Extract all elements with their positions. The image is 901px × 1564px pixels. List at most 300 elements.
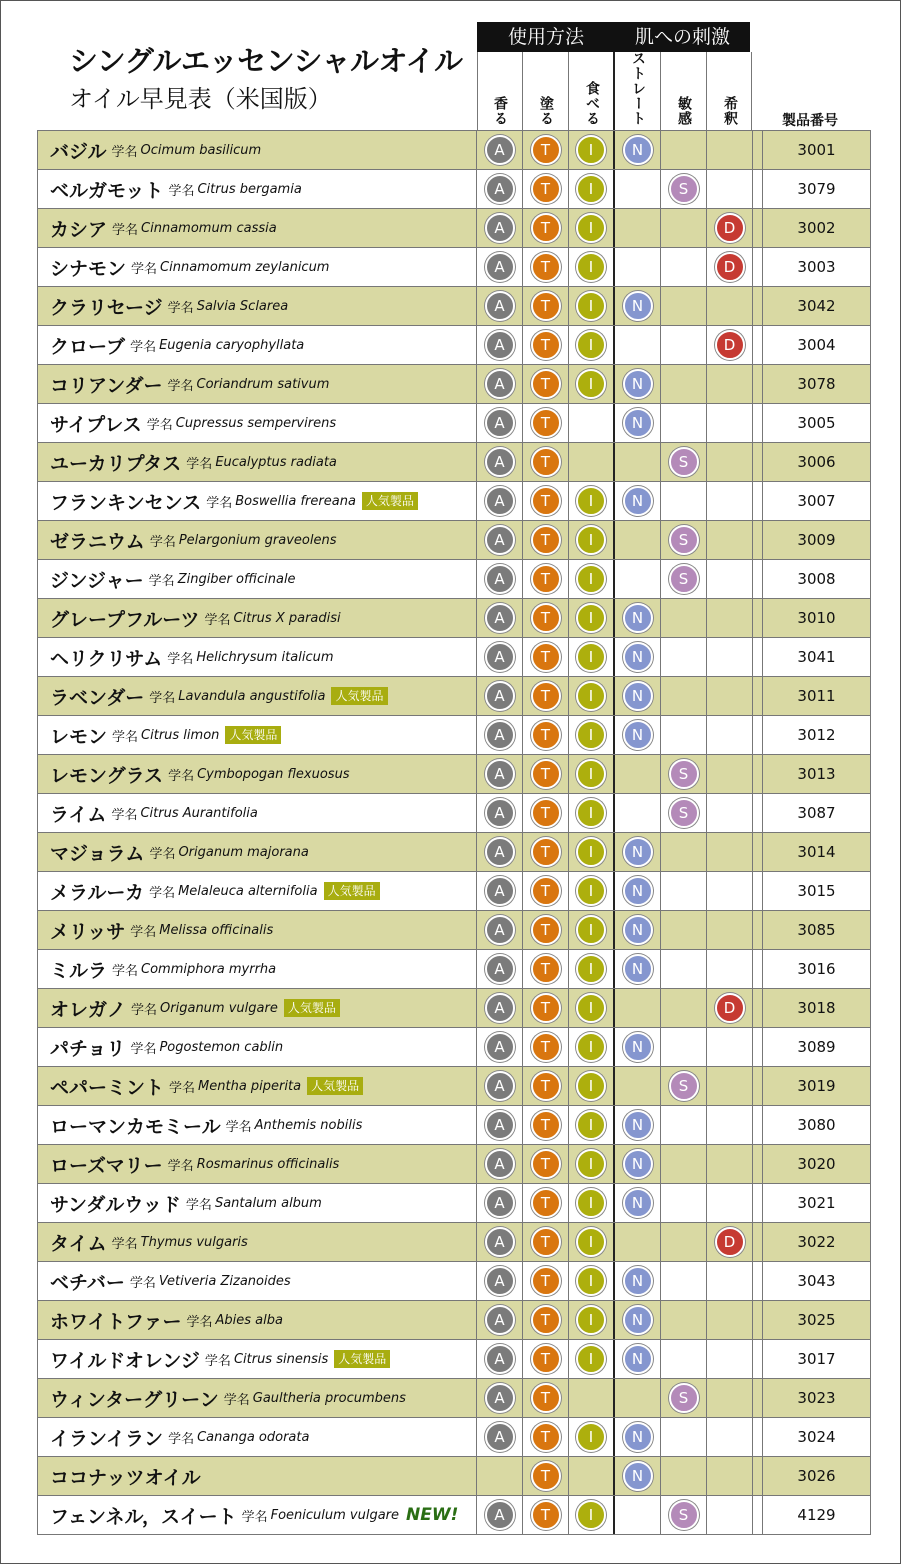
scientific-name: Cinnamomum zeylanicum xyxy=(160,259,330,275)
oil-name-cell xyxy=(37,1496,477,1534)
oil-name: フェンネル，スイート xyxy=(50,1505,237,1528)
internal-badge-icon: I xyxy=(576,213,606,243)
oil-name: ゼラニウム xyxy=(50,530,145,553)
oil-name-cell xyxy=(37,1184,477,1222)
oil-name: ジンジャー xyxy=(50,569,144,592)
scientific-name-prefix: 学名 xyxy=(112,963,139,979)
scientific-name-prefix: 学名 xyxy=(169,1080,196,1096)
product-number: 3041 xyxy=(762,638,871,676)
sensitive-cell xyxy=(661,716,707,754)
internal-cell xyxy=(569,716,615,754)
topical-badge-icon: T xyxy=(531,213,561,243)
internal-badge-icon: I xyxy=(576,681,606,711)
sensitive-cell xyxy=(661,326,707,364)
neat-cell xyxy=(615,755,661,793)
dilute-cell xyxy=(707,443,753,481)
sensitive-cell xyxy=(661,1028,707,1066)
sensitive-cell xyxy=(661,131,707,169)
aroma-cell xyxy=(477,1145,523,1183)
sensitive-cell xyxy=(661,170,707,208)
product-number: 3078 xyxy=(762,365,871,403)
neat-badge-icon: N xyxy=(623,1266,653,1296)
internal-badge-icon: I xyxy=(576,1110,606,1140)
scientific-name: Foeniculum vulgare xyxy=(270,1507,400,1523)
product-number: 3085 xyxy=(762,911,871,949)
aroma-cell xyxy=(477,794,523,832)
oil-name-cell xyxy=(37,482,477,520)
product-number: 3080 xyxy=(762,1106,871,1144)
product-number: 3087 xyxy=(762,794,871,832)
scientific-name: Pelargonium graveolens xyxy=(178,532,337,548)
popular-badge: 人気製品 xyxy=(307,1077,363,1095)
neat-badge-icon: N xyxy=(623,837,653,867)
table-row xyxy=(37,950,871,989)
internal-cell xyxy=(569,170,615,208)
internal-badge-icon: I xyxy=(576,564,606,594)
popular-badge: 人気製品 xyxy=(225,726,281,744)
product-number: 3004 xyxy=(762,326,871,364)
topical-cell xyxy=(523,1262,569,1300)
neat-badge-icon: N xyxy=(623,1422,653,1452)
neat-cell xyxy=(615,404,661,442)
sensitive-cell xyxy=(661,599,707,637)
dilute-cell xyxy=(707,131,753,169)
internal-cell xyxy=(569,755,615,793)
scientific-name-prefix: 学名 xyxy=(204,1353,231,1369)
internal-badge-icon: I xyxy=(576,1266,606,1296)
aroma-badge-icon: A xyxy=(485,252,515,282)
scientific-name: Coriandrum sativum xyxy=(196,376,330,392)
scientific-name-prefix: 学名 xyxy=(130,339,157,355)
neat-cell xyxy=(615,794,661,832)
neat-cell xyxy=(615,911,661,949)
neat-badge-icon: N xyxy=(623,720,653,750)
header-divider xyxy=(568,52,569,130)
oil-name-cell xyxy=(37,599,477,637)
aroma-cell xyxy=(477,443,523,481)
topical-cell xyxy=(523,209,569,247)
aroma-cell xyxy=(477,833,523,871)
neat-cell xyxy=(615,365,661,403)
sensitive-cell xyxy=(661,677,707,715)
oil-name-cell xyxy=(37,989,477,1027)
scientific-name: Eugenia caryophyllata xyxy=(159,337,305,353)
neat-cell xyxy=(615,677,661,715)
product-number: 3012 xyxy=(762,716,871,754)
topical-cell xyxy=(523,131,569,169)
internal-cell xyxy=(569,1301,615,1339)
oil-name: ワイルドオレンジ xyxy=(50,1349,200,1372)
product-number: 3022 xyxy=(762,1223,871,1261)
aroma-cell xyxy=(477,404,523,442)
group-header-skin: 肌への刺激 xyxy=(615,22,750,52)
product-number: 3014 xyxy=(762,833,871,871)
oil-name: グレープフルーツ xyxy=(50,608,200,631)
neat-cell xyxy=(615,1223,661,1261)
sensitive-badge-icon: S xyxy=(669,174,699,204)
oil-name-cell xyxy=(37,1457,477,1495)
aroma-badge-icon: A xyxy=(485,1305,515,1335)
oil-name: クローブ xyxy=(50,335,126,358)
scientific-name: Citrus Aurantifolia xyxy=(140,805,258,821)
internal-cell xyxy=(569,677,615,715)
aroma-badge-icon: A xyxy=(485,603,515,633)
internal-cell xyxy=(569,599,615,637)
dilute-cell xyxy=(707,1301,753,1339)
topical-cell xyxy=(523,1457,569,1495)
dilute-cell xyxy=(707,560,753,598)
table-row xyxy=(37,638,871,677)
internal-cell xyxy=(569,1106,615,1144)
table-row xyxy=(37,326,871,365)
dilute-cell xyxy=(707,1067,753,1105)
column-gap xyxy=(753,287,762,325)
topical-cell xyxy=(523,1223,569,1261)
sensitive-cell xyxy=(661,989,707,1027)
sensitive-cell xyxy=(661,1379,707,1417)
column-header-internal: 食べる xyxy=(584,81,600,126)
table-row xyxy=(37,833,871,872)
dilute-cell xyxy=(707,1028,753,1066)
column-header-aroma: 香る xyxy=(492,96,508,126)
topical-badge-icon: T xyxy=(531,564,561,594)
oil-name-cell xyxy=(37,1223,477,1261)
aroma-badge-icon: A xyxy=(485,1188,515,1218)
dilute-cell xyxy=(707,794,753,832)
scientific-name-prefix: 学名 xyxy=(168,768,195,784)
aroma-cell xyxy=(477,365,523,403)
internal-badge-icon: I xyxy=(576,1032,606,1062)
aroma-badge-icon: A xyxy=(485,135,515,165)
aroma-cell xyxy=(477,989,523,1027)
sensitive-cell xyxy=(661,1496,707,1534)
oil-name: ウィンターグリーン xyxy=(50,1388,219,1411)
topical-badge-icon: T xyxy=(531,837,561,867)
topical-badge-icon: T xyxy=(531,1149,561,1179)
oil-name-cell xyxy=(37,170,477,208)
topical-cell xyxy=(523,794,569,832)
topical-badge-icon: T xyxy=(531,486,561,516)
column-gap xyxy=(753,443,762,481)
topical-badge-icon: T xyxy=(531,369,561,399)
neat-cell xyxy=(615,482,661,520)
scientific-name: Commiphora myrrha xyxy=(141,961,277,977)
internal-cell xyxy=(569,872,615,910)
table-row xyxy=(37,872,871,911)
aroma-badge-icon: A xyxy=(485,954,515,984)
oil-name: ココナッツオイル xyxy=(50,1466,201,1489)
scientific-name: Melissa officinalis xyxy=(159,922,274,938)
aroma-cell xyxy=(477,326,523,364)
column-header-dilute: 希釈 xyxy=(722,96,738,126)
internal-cell xyxy=(569,443,615,481)
oil-name: タイム xyxy=(50,1232,107,1255)
aroma-cell xyxy=(477,287,523,325)
scientific-name-prefix: 学名 xyxy=(167,651,194,667)
oil-name-cell xyxy=(37,755,477,793)
scientific-name: Gaultheria procumbens xyxy=(252,1390,406,1406)
table-row xyxy=(37,482,871,521)
oil-name: レモングラス xyxy=(50,764,164,787)
header-divider xyxy=(522,52,523,130)
scientific-name: Thymus vulgaris xyxy=(140,1234,248,1250)
column-gap xyxy=(753,833,762,871)
aroma-badge-icon: A xyxy=(485,213,515,243)
dilute-cell xyxy=(707,1457,753,1495)
neat-cell xyxy=(615,287,661,325)
neat-badge-icon: N xyxy=(623,135,653,165)
column-gap xyxy=(753,365,762,403)
table-row xyxy=(37,677,871,716)
oil-name: ヘリクリサム xyxy=(50,647,163,670)
sensitive-cell xyxy=(661,1184,707,1222)
oil-name: ユーカリプタス xyxy=(50,452,182,475)
aroma-cell xyxy=(477,131,523,169)
sensitive-badge-icon: S xyxy=(669,1071,699,1101)
oil-name: ベチバー xyxy=(50,1271,125,1294)
aroma-badge-icon: A xyxy=(485,876,515,906)
scientific-name-prefix: 学名 xyxy=(149,885,176,901)
topical-cell xyxy=(523,911,569,949)
topical-cell xyxy=(523,521,569,559)
topical-badge-icon: T xyxy=(531,1461,561,1491)
scientific-name-prefix: 学名 xyxy=(130,1041,157,1057)
neat-cell xyxy=(615,1184,661,1222)
aroma-badge-icon: A xyxy=(485,1149,515,1179)
neat-badge-icon: N xyxy=(623,603,653,633)
neat-badge-icon: N xyxy=(623,486,653,516)
sensitive-cell xyxy=(661,950,707,988)
topical-badge-icon: T xyxy=(531,1266,561,1296)
dilute-badge-icon: D xyxy=(715,993,745,1023)
neat-badge-icon: N xyxy=(623,876,653,906)
scientific-name: Ocimum basilicum xyxy=(140,142,262,158)
internal-cell xyxy=(569,638,615,676)
oil-name: クラリセージ xyxy=(50,296,163,319)
oil-name: フランキンセンス xyxy=(50,491,202,514)
scientific-name-prefix: 学名 xyxy=(111,807,138,823)
dilute-badge-icon: D xyxy=(715,213,745,243)
table-row xyxy=(37,248,871,287)
column-header-sensitive: 敏感 xyxy=(676,96,692,126)
dilute-cell xyxy=(707,833,753,871)
product-number: 3011 xyxy=(762,677,871,715)
topical-badge-icon: T xyxy=(531,1305,561,1335)
internal-cell xyxy=(569,1379,615,1417)
oil-name: カシア xyxy=(50,218,108,241)
sensitive-cell xyxy=(661,755,707,793)
column-gap xyxy=(753,911,762,949)
neat-cell xyxy=(615,521,661,559)
sensitive-badge-icon: S xyxy=(669,759,699,789)
product-number: 3079 xyxy=(762,170,871,208)
aroma-cell xyxy=(477,560,523,598)
column-gap xyxy=(753,1340,762,1378)
topical-cell xyxy=(523,365,569,403)
aroma-badge-icon: A xyxy=(485,525,515,555)
topical-badge-icon: T xyxy=(531,447,561,477)
oil-name-cell xyxy=(37,131,477,169)
product-number: 3023 xyxy=(762,1379,871,1417)
scientific-name-prefix: 学名 xyxy=(168,1431,195,1447)
aroma-cell xyxy=(477,1301,523,1339)
topical-cell xyxy=(523,950,569,988)
aroma-badge-icon: A xyxy=(485,1344,515,1374)
scientific-name-prefix: 学名 xyxy=(186,1314,213,1330)
topical-cell xyxy=(523,1106,569,1144)
product-number: 3020 xyxy=(762,1145,871,1183)
oil-name-cell xyxy=(37,950,477,988)
sensitive-cell xyxy=(661,1262,707,1300)
internal-badge-icon: I xyxy=(576,330,606,360)
dilute-cell xyxy=(707,326,753,364)
dilute-cell xyxy=(707,1262,753,1300)
internal-cell xyxy=(569,1028,615,1066)
neat-cell xyxy=(615,1028,661,1066)
internal-badge-icon: I xyxy=(576,174,606,204)
neat-cell xyxy=(615,1301,661,1339)
dilute-cell xyxy=(707,482,753,520)
oil-name: サイプレス xyxy=(50,413,142,436)
aroma-badge-icon: A xyxy=(485,798,515,828)
aroma-cell xyxy=(477,872,523,910)
topical-cell xyxy=(523,638,569,676)
column-gap xyxy=(753,1145,762,1183)
sensitive-cell xyxy=(661,872,707,910)
oil-name: サンダルウッド xyxy=(50,1193,181,1216)
scientific-name: Helichrysum italicum xyxy=(196,649,334,665)
scientific-name: Anthemis nobilis xyxy=(254,1117,363,1133)
column-gap xyxy=(753,989,762,1027)
aroma-cell xyxy=(477,755,523,793)
table-row xyxy=(37,599,871,638)
neat-badge-icon: N xyxy=(623,1188,653,1218)
column-gap xyxy=(753,794,762,832)
sensitive-cell xyxy=(661,1106,707,1144)
product-number: 3042 xyxy=(762,287,871,325)
neat-cell xyxy=(615,599,661,637)
dilute-badge-icon: D xyxy=(715,252,745,282)
topical-cell xyxy=(523,1067,569,1105)
dilute-cell xyxy=(707,1184,753,1222)
neat-cell xyxy=(615,131,661,169)
scientific-name: Origanum majorana xyxy=(178,844,309,860)
internal-badge-icon: I xyxy=(576,1305,606,1335)
internal-cell xyxy=(569,1067,615,1105)
scientific-name: Pogostemon cablin xyxy=(159,1039,284,1055)
column-gap xyxy=(753,1067,762,1105)
table-row xyxy=(37,170,871,209)
aroma-cell xyxy=(477,1457,523,1495)
dilute-cell xyxy=(707,365,753,403)
neat-badge-icon: N xyxy=(623,1110,653,1140)
header-divider xyxy=(613,52,615,130)
sensitive-cell xyxy=(661,521,707,559)
internal-badge-icon: I xyxy=(576,1149,606,1179)
product-number: 3015 xyxy=(762,872,871,910)
oil-name-cell xyxy=(37,1301,477,1339)
neat-cell xyxy=(615,1262,661,1300)
neat-badge-icon: N xyxy=(623,1032,653,1062)
aroma-badge-icon: A xyxy=(485,1071,515,1101)
scientific-name-prefix: 学名 xyxy=(131,1002,158,1018)
internal-badge-icon: I xyxy=(576,486,606,516)
aroma-badge-icon: A xyxy=(485,1383,515,1413)
table-row xyxy=(37,1067,871,1106)
topical-badge-icon: T xyxy=(531,1422,561,1452)
aroma-cell xyxy=(477,521,523,559)
product-number: 3006 xyxy=(762,443,871,481)
oil-name-cell xyxy=(37,365,477,403)
aroma-cell xyxy=(477,1223,523,1261)
product-number: 3001 xyxy=(762,131,871,169)
neat-cell xyxy=(615,1457,661,1495)
internal-cell xyxy=(569,833,615,871)
internal-badge-icon: I xyxy=(576,1188,606,1218)
topical-badge-icon: T xyxy=(531,1110,561,1140)
scientific-name-prefix: 学名 xyxy=(223,1392,250,1408)
neat-badge-icon: N xyxy=(623,408,653,438)
oil-name-cell xyxy=(37,1418,477,1456)
internal-cell xyxy=(569,1184,615,1222)
oil-name: レモン xyxy=(50,725,108,748)
column-header-product-number: 製品番号 xyxy=(782,113,838,129)
dilute-cell xyxy=(707,1379,753,1417)
topical-cell xyxy=(523,1340,569,1378)
oil-name-cell xyxy=(37,1067,477,1105)
aroma-badge-icon: A xyxy=(485,1266,515,1296)
scientific-name-prefix: 学名 xyxy=(129,1275,156,1291)
topical-cell xyxy=(523,1145,569,1183)
internal-badge-icon: I xyxy=(576,954,606,984)
internal-cell xyxy=(569,521,615,559)
column-gap xyxy=(753,1262,762,1300)
internal-badge-icon: I xyxy=(576,993,606,1023)
scientific-name-prefix: 学名 xyxy=(149,690,176,706)
topical-cell xyxy=(523,716,569,754)
neat-cell xyxy=(615,209,661,247)
column-gap xyxy=(753,716,762,754)
table-row xyxy=(37,1340,871,1379)
topical-badge-icon: T xyxy=(531,642,561,672)
sensitive-cell xyxy=(661,404,707,442)
topical-cell xyxy=(523,1379,569,1417)
aroma-badge-icon: A xyxy=(485,915,515,945)
column-gap xyxy=(753,404,762,442)
dilute-cell xyxy=(707,1145,753,1183)
dilute-cell xyxy=(707,209,753,247)
internal-cell xyxy=(569,1457,615,1495)
sensitive-badge-icon: S xyxy=(669,1500,699,1530)
product-number: 3018 xyxy=(762,989,871,1027)
internal-badge-icon: I xyxy=(576,837,606,867)
internal-cell xyxy=(569,1340,615,1378)
aroma-cell xyxy=(477,950,523,988)
scientific-name: Zingiber officinale xyxy=(177,571,296,587)
neat-badge-icon: N xyxy=(623,291,653,321)
neat-badge-icon: N xyxy=(623,954,653,984)
table-row xyxy=(37,1457,871,1496)
oil-name-cell xyxy=(37,287,477,325)
sensitive-badge-icon: S xyxy=(669,525,699,555)
oil-name: シナモン xyxy=(50,257,127,280)
column-gap xyxy=(753,1223,762,1261)
internal-cell xyxy=(569,560,615,598)
scientific-name: Boswellia frereana xyxy=(235,493,356,509)
column-gap xyxy=(753,1106,762,1144)
aroma-badge-icon: A xyxy=(485,720,515,750)
oil-name-cell xyxy=(37,521,477,559)
